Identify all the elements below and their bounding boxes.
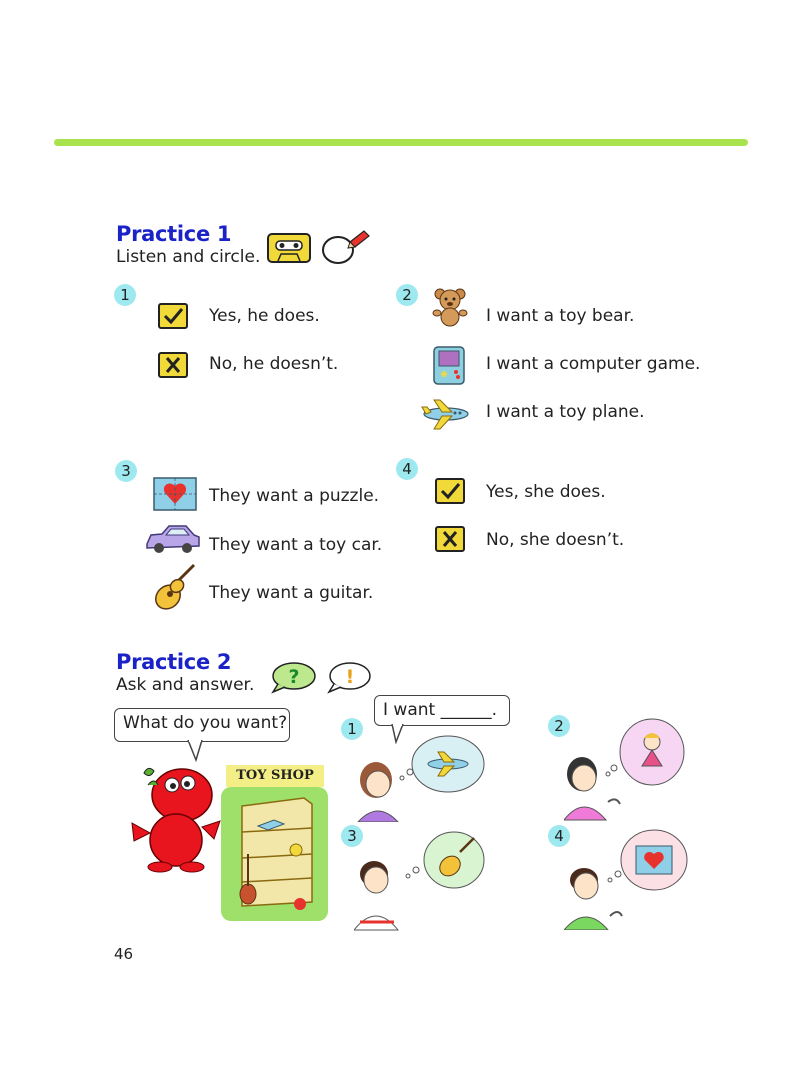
scene-number-4: 4 [548,825,570,847]
girl-thinking-doll [564,716,694,822]
check-box-icon [435,478,465,504]
cassette-icon [267,233,311,263]
item-number-4: 4 [396,458,418,480]
option-text[interactable]: No, he doesn’t. [209,354,339,374]
toy-shelf-icon [234,794,318,914]
practice1-title: Practice 1 [116,222,232,246]
page-number: 46 [114,945,134,963]
girl-thinking-plane [348,730,488,822]
scene-number-3: 3 [341,825,363,847]
toy-shop-sign: TOY SHOP [226,765,324,787]
item-number-1: 1 [114,284,136,306]
computer-game-icon [432,346,466,386]
svg-text:?: ? [288,666,300,688]
answer-text: I want ______. [383,700,497,720]
question-speech-bubble [114,708,290,742]
boy-thinking-puzzle [564,826,694,930]
puzzle-icon [152,476,198,512]
option-text[interactable]: No, she doesn’t. [486,530,625,550]
option-text[interactable]: I want a computer game. [486,354,701,374]
option-text[interactable]: They want a guitar. [209,583,374,603]
option-text[interactable]: I want a toy plane. [486,402,645,422]
toy-plane-icon [420,398,472,432]
practice1-instruction: Listen and circle. [116,247,261,267]
toy-car-icon [144,522,202,556]
scene-number-1: 1 [341,718,363,740]
practice2-instruction: Ask and answer. [116,675,255,695]
item-number-3: 3 [115,460,137,482]
option-text[interactable]: Yes, he does. [209,306,320,326]
dinosaur-character [124,755,224,875]
cross-box-icon [435,526,465,552]
option-text[interactable]: They want a toy car. [209,535,383,555]
question-bubble-icon [270,660,318,694]
option-text[interactable]: They want a puzzle. [209,486,380,506]
svg-text:!: ! [345,666,355,688]
cross-box-icon [158,352,188,378]
practice2-title: Practice 2 [116,650,232,674]
item-number-2: 2 [396,284,418,306]
teddy-bear-icon [430,286,470,328]
question-text: What do you want? [123,713,288,733]
option-text[interactable]: I want a toy bear. [486,306,635,326]
check-box-icon [158,303,188,329]
guitar-icon [150,563,198,613]
top-divider [54,139,748,146]
option-text[interactable]: Yes, she does. [486,482,606,502]
exclamation-bubble-icon [326,660,374,694]
boy-thinking-guitar [354,830,488,934]
answer-speech-bubble [374,695,510,726]
circle-pencil-icon [320,226,372,266]
scene-number-2: 2 [548,715,570,737]
